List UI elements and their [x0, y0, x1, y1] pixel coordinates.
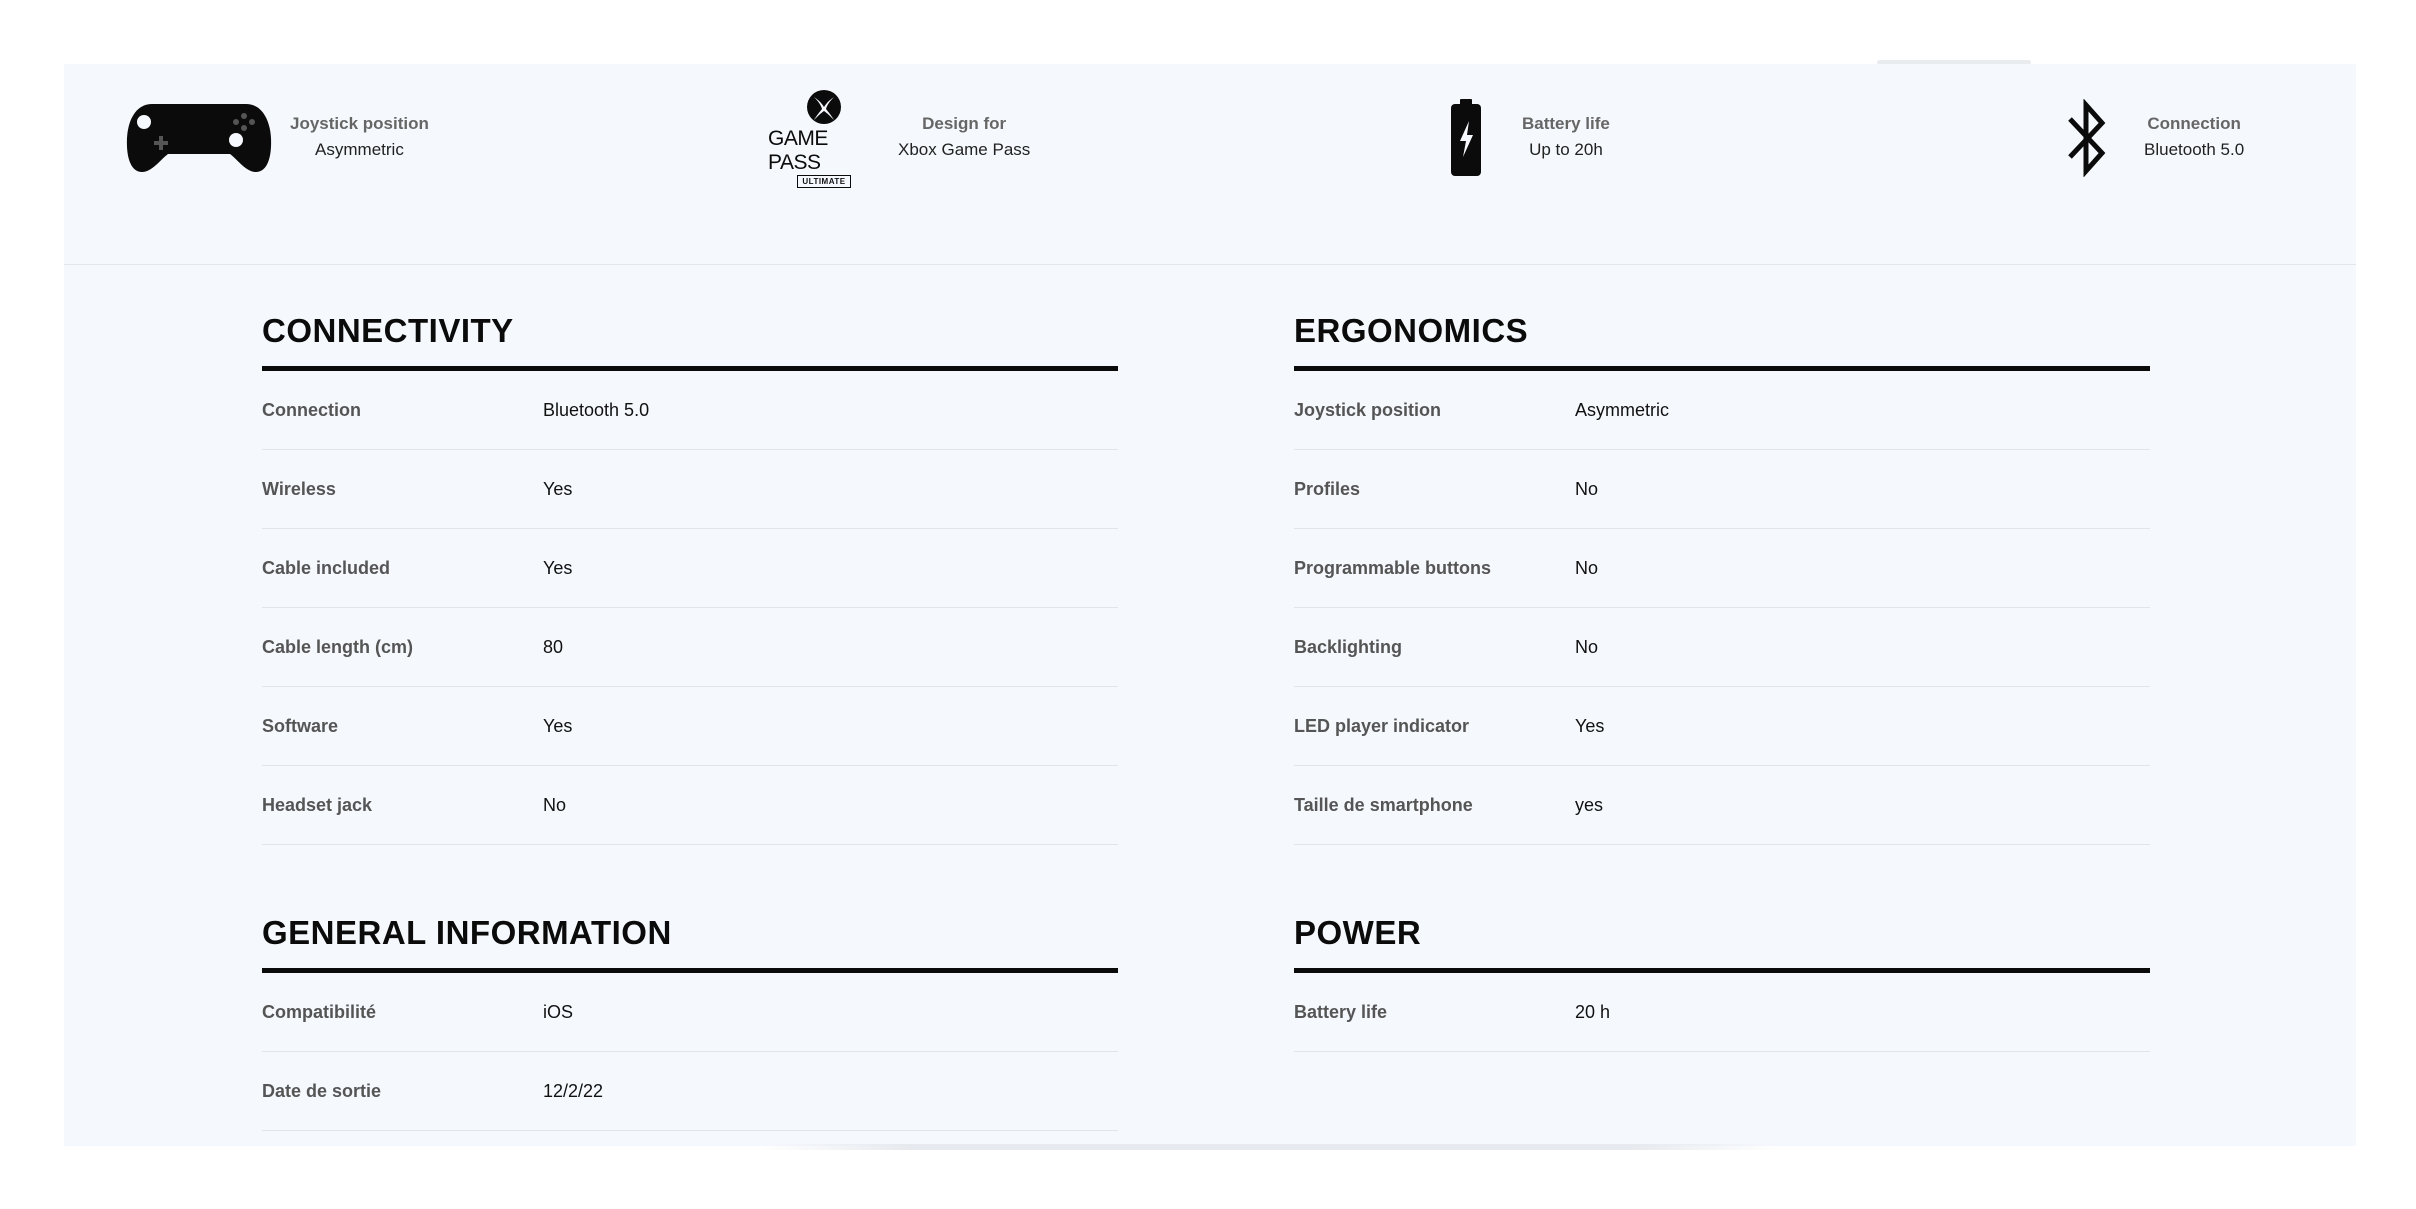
game-pass-ultimate-logo	[768, 89, 880, 188]
spec-row	[262, 371, 1118, 450]
feature-text	[2144, 112, 2244, 164]
spec-key: Compatibilité	[262, 1001, 377, 1022]
connectivity-section	[262, 296, 1118, 845]
feature-value: Asymmetric	[315, 140, 404, 159]
spec-value: yes	[1575, 794, 1604, 815]
feature-label: Design for	[922, 114, 1007, 133]
spec-key: Programmable buttons	[1294, 557, 1492, 578]
spec-key: Cable length (cm)	[262, 636, 414, 657]
spec-row	[262, 450, 1118, 529]
spec-value: No	[1575, 557, 1599, 578]
spec-value: Yes	[543, 557, 573, 578]
spec-key: Profiles	[1294, 478, 1361, 499]
section-title: ERGONOMICS	[1294, 296, 2150, 371]
spec-row	[1294, 529, 2150, 608]
feature-joystick-position	[126, 98, 429, 178]
spec-value: Asymmetric	[1575, 399, 1669, 420]
spec-value: iOS	[543, 1001, 574, 1022]
spec-value: No	[1575, 478, 1599, 499]
general-information-section	[262, 898, 1118, 1131]
feature-design-for	[768, 98, 1031, 186]
ultimate-badge: ULTIMATE	[797, 175, 850, 188]
feature-text	[898, 112, 1030, 164]
spec-row	[1294, 450, 2150, 529]
spec-key: Headset jack	[262, 794, 373, 815]
feature-value: Xbox Game Pass	[898, 140, 1031, 159]
spec-key: Date de sortie	[262, 1080, 382, 1101]
spec-row	[262, 973, 1118, 1052]
feature-text	[290, 112, 429, 164]
spec-row	[1294, 973, 2150, 1052]
spec-row	[262, 529, 1118, 608]
spec-key: LED player indicator	[1294, 715, 1470, 736]
section-title: GENERAL INFORMATION	[262, 898, 1118, 973]
spec-row	[262, 687, 1118, 766]
feature-label: Joystick position	[290, 114, 429, 133]
spec-value: 12/2/22	[543, 1080, 604, 1101]
spec-key: Taille de smartphone	[1294, 794, 1473, 815]
spec-key: Backlighting	[1294, 636, 1403, 657]
spec-key: Cable included	[262, 557, 391, 578]
spec-row	[1294, 371, 2150, 450]
spec-row	[1294, 608, 2150, 687]
feature-value: Up to 20h	[1529, 140, 1603, 159]
spec-value: Yes	[543, 715, 573, 736]
feature-label: Connection	[2147, 114, 2241, 133]
feature-text	[1522, 112, 1610, 164]
feature-value: Bluetooth 5.0	[2144, 140, 2245, 159]
section-title: POWER	[1294, 898, 2150, 973]
spec-key: Battery life	[1294, 1001, 1388, 1022]
feature-label: Battery life	[1522, 114, 1610, 133]
spec-value: No	[1575, 636, 1599, 657]
feature-connection	[2064, 98, 2244, 178]
spec-value: No	[543, 794, 567, 815]
battery-charging-icon	[1450, 99, 1482, 177]
gamepad-icon	[126, 102, 272, 174]
spec-value: Yes	[1575, 715, 1605, 736]
xbox-logo-icon	[806, 89, 842, 125]
spec-key: Software	[262, 715, 339, 736]
power-section	[1294, 898, 2150, 1052]
game-pass-text: GAME PASS	[768, 126, 828, 174]
spec-value: Yes	[543, 478, 573, 499]
spec-value: 80	[543, 636, 564, 657]
ergonomics-section	[1294, 296, 2150, 845]
spec-key: Connection	[262, 399, 361, 420]
spec-key: Wireless	[262, 478, 336, 499]
specs-panel	[64, 64, 2356, 1146]
spec-value: 20 h	[1575, 1001, 1611, 1022]
feature-battery-life	[1450, 98, 1610, 178]
spec-row	[262, 1052, 1118, 1131]
spec-row	[1294, 766, 2150, 845]
bluetooth-icon	[2064, 99, 2110, 177]
spec-value: Bluetooth 5.0	[543, 399, 650, 420]
spec-row	[262, 608, 1118, 687]
feature-highlights-bar	[64, 64, 2356, 265]
spec-key: Joystick position	[1294, 399, 1442, 420]
spec-row	[262, 766, 1118, 845]
spec-row	[1294, 687, 2150, 766]
bottom-shadow-strip	[760, 1144, 1780, 1150]
section-title: CONNECTIVITY	[262, 296, 1118, 371]
